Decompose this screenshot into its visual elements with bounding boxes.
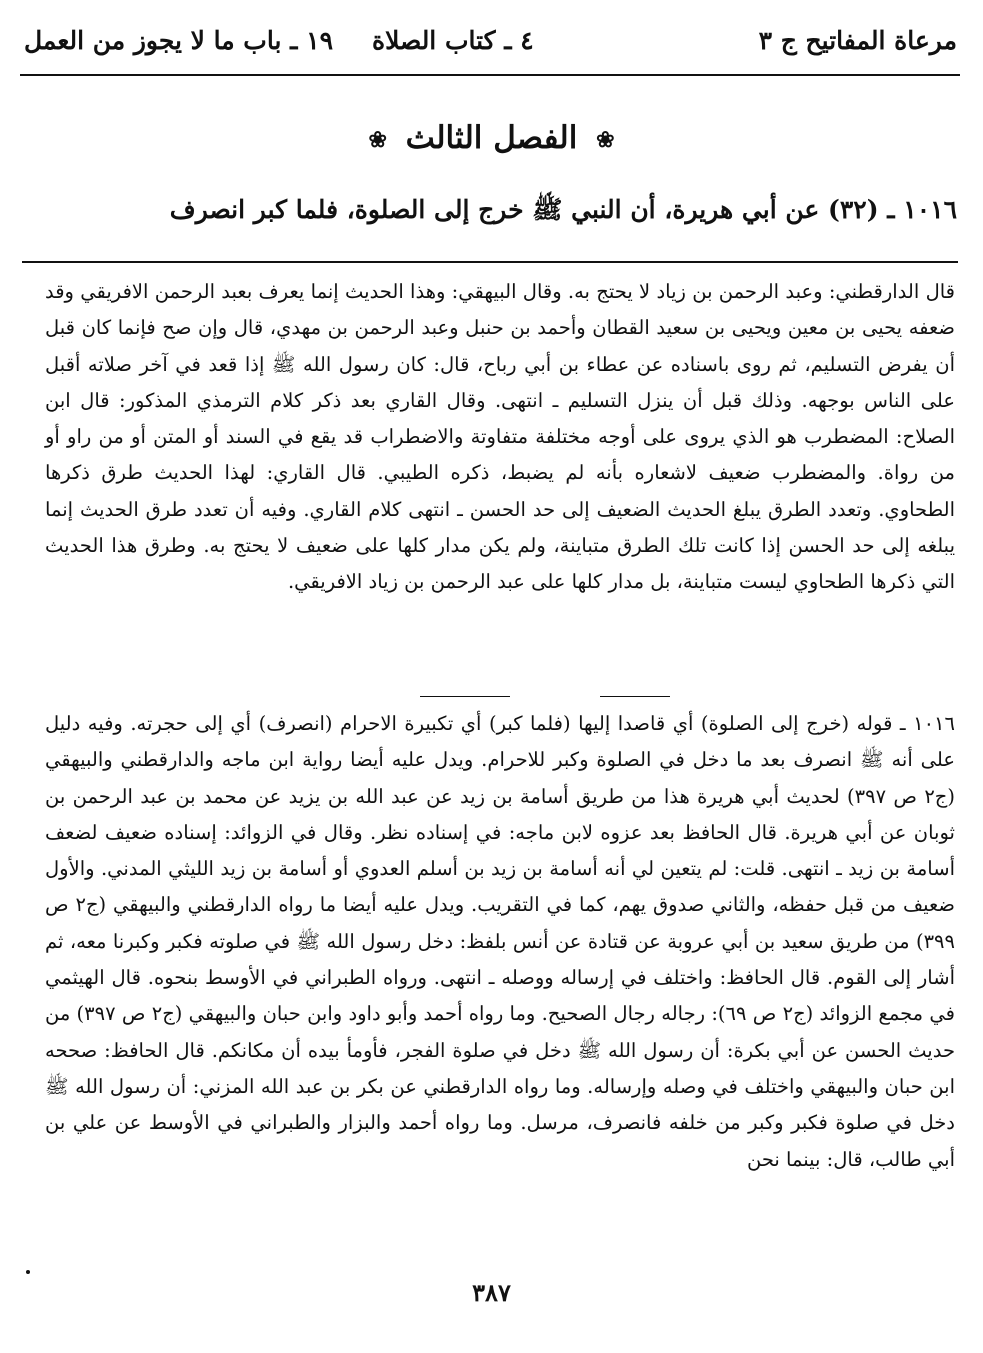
hadith-text: ١٠١٦ ـ (٣٢) عن أبي هريرة، أن النبي ﷺ خرج إلى الصلوة، فلما كبر انصرف — [169, 195, 957, 224]
floral-ornament-icon: ❀ — [596, 126, 615, 153]
commentary-paragraph-2 — [45, 706, 955, 1178]
commentary-text: ١٠١٦ ـ قوله (خرج إلى الصلوة) أي قاصدا إليها (فلما كبر) أي تكبيرة الاحرام (انصرف) أي إلى حجرته. وفيه دليل على أنه ﷺ انصرف بعد ما دخل في الصلوة وكبر للاحرام. ويدل عليه أيضا رواية ابن ماجه والدارقطني والبيهقي (ج٢ ص ٣٩٧) لحديث أبي هريرة هذا من طريق أسامة بن زيد عن عبد الله بن يزيد عن محمد بن عبد الرحمن بن ثوبان عن أبي هريرة. قال الحافظ بعد عزوه لابن ماجه: في إسناده نظر. وقال في الزوائد: إسناده ضعيف لضعف أسامة بن زيد ـ انتهى. قلت: لم يتعين لي أنه أسامة بن زيد بن أسلم العدوي أو أسامة بن زيد الليثي المدني. والأول ضعيف من قبل حفظه، والثاني صدوق يهم، كما في التقريب. ويدل عليه أيضا ما رواه الدارقطني والبيهقي (ج٢ ص ٣٩٩) من طريق سعيد بن أبي عروبة عن قتادة عن أنس بلفظ: دخل رسول الله ﷺ في صلوته فكبر وكبرنا معه، ثم أشار إلى القوم. قال الحافظ: واختلف في إرساله ووصله ـ انتهى. ورواه الطبراني في الأوسط بنحوه. قال الهيثمي في مجمع الزوائد (ج٢ ص ٦٩): رجاله رجال الصحيح. وما رواه أحمد وأبو داود وابن حبان والبيهقي (ج٢ ص ٣٩٧) من حديث الحسن عن أبي بكرة: أن رسول الله ﷺ دخل في صلوة الفجر، فأومأ بيده أن مكانكم. قال الحافظ: صححه ابن حبان والبيهقي واختلف في وصله وإرساله. وما رواه الدارقطني عن بكر بن عبد الله المزني: أن رسول الله ﷺ دخل في صلوة فكبر وكبر من خلفه فانصرف، مرسل. وما رواه أحمد والبزار والطبراني في الأوسط عن علي بن أبي طالب، قال: بينما نحن — [45, 712, 955, 1171]
floral-ornament-icon: ❀ — [368, 126, 387, 153]
commentary-text: قال الدارقطني: وعبد الرحمن بن زياد لا يحتج به. وقال البيهقي: وهذا الحديث إنما يعرف بعبد الرحمن الافريقي وقد ضعفه يحيى بن معين ويحيى بن سعيد القطان وأحمد بن حنبل وعبد الرحمن بن مهدي، قال وإن صح فإنما كان قبل أن يفرض التسليم، ثم روى باسناده عن عطاء بن أبي رباح، قال: كان رسول الله ﷺ إذا قعد في آخر صلاته أقبل على الناس بوجهه. وذلك قبل أن ينزل التسليم ـ انتهى. وقال القاري بعد ذكر كلام الترمذي المذكور: قال ابن الصلاح: المضطرب هو الذي يروى على أوجه مختلفة متفاوتة والاضطراب قد يقع في السند أو المتن أو من راو أو من رواة. والمضطرب ضعيف لاشعاره بأنه لم يضبط، ذكره الطيبي. قال القاري: لهذا الحديث طرق ذكرها الطحاوي. وتعدد الطرق يبلغ الحديث الضعيف إلى حد الحسن ـ انتهى كلام القاري. وفيه أن تعدد طرق الحديث إنما يبلغه إلى حد الحسن إذا كانت تلك الطرق متباينة، ولم يكن مدار كلها على ضعيف لا يحتج به. وطرق هذا الحديث التي ذكرها الطحاوي ليست متباينة، بل مدار كلها على عبد الرحمن بن زياد الافريقي. — [45, 280, 956, 594]
commentary-paragraph-1 — [45, 274, 955, 601]
section-heading — [0, 120, 983, 156]
overline-mark — [600, 696, 670, 697]
running-header-book-title: مرعاة المفاتيح ج ٣ — [758, 26, 957, 55]
running-header-bab: ١٩ ـ باب ما لا يجوز من العمل — [24, 26, 334, 55]
page-number: ٣٨٧ — [472, 1278, 511, 1307]
section-title: الفصل الثالث — [405, 120, 578, 156]
running-header-kitab: ٤ ـ كتاب الصلاة — [372, 26, 534, 55]
margin-dot — [26, 1270, 30, 1274]
header-divider — [20, 74, 960, 76]
text-commentary-divider — [22, 261, 958, 263]
overline-mark — [420, 696, 510, 697]
